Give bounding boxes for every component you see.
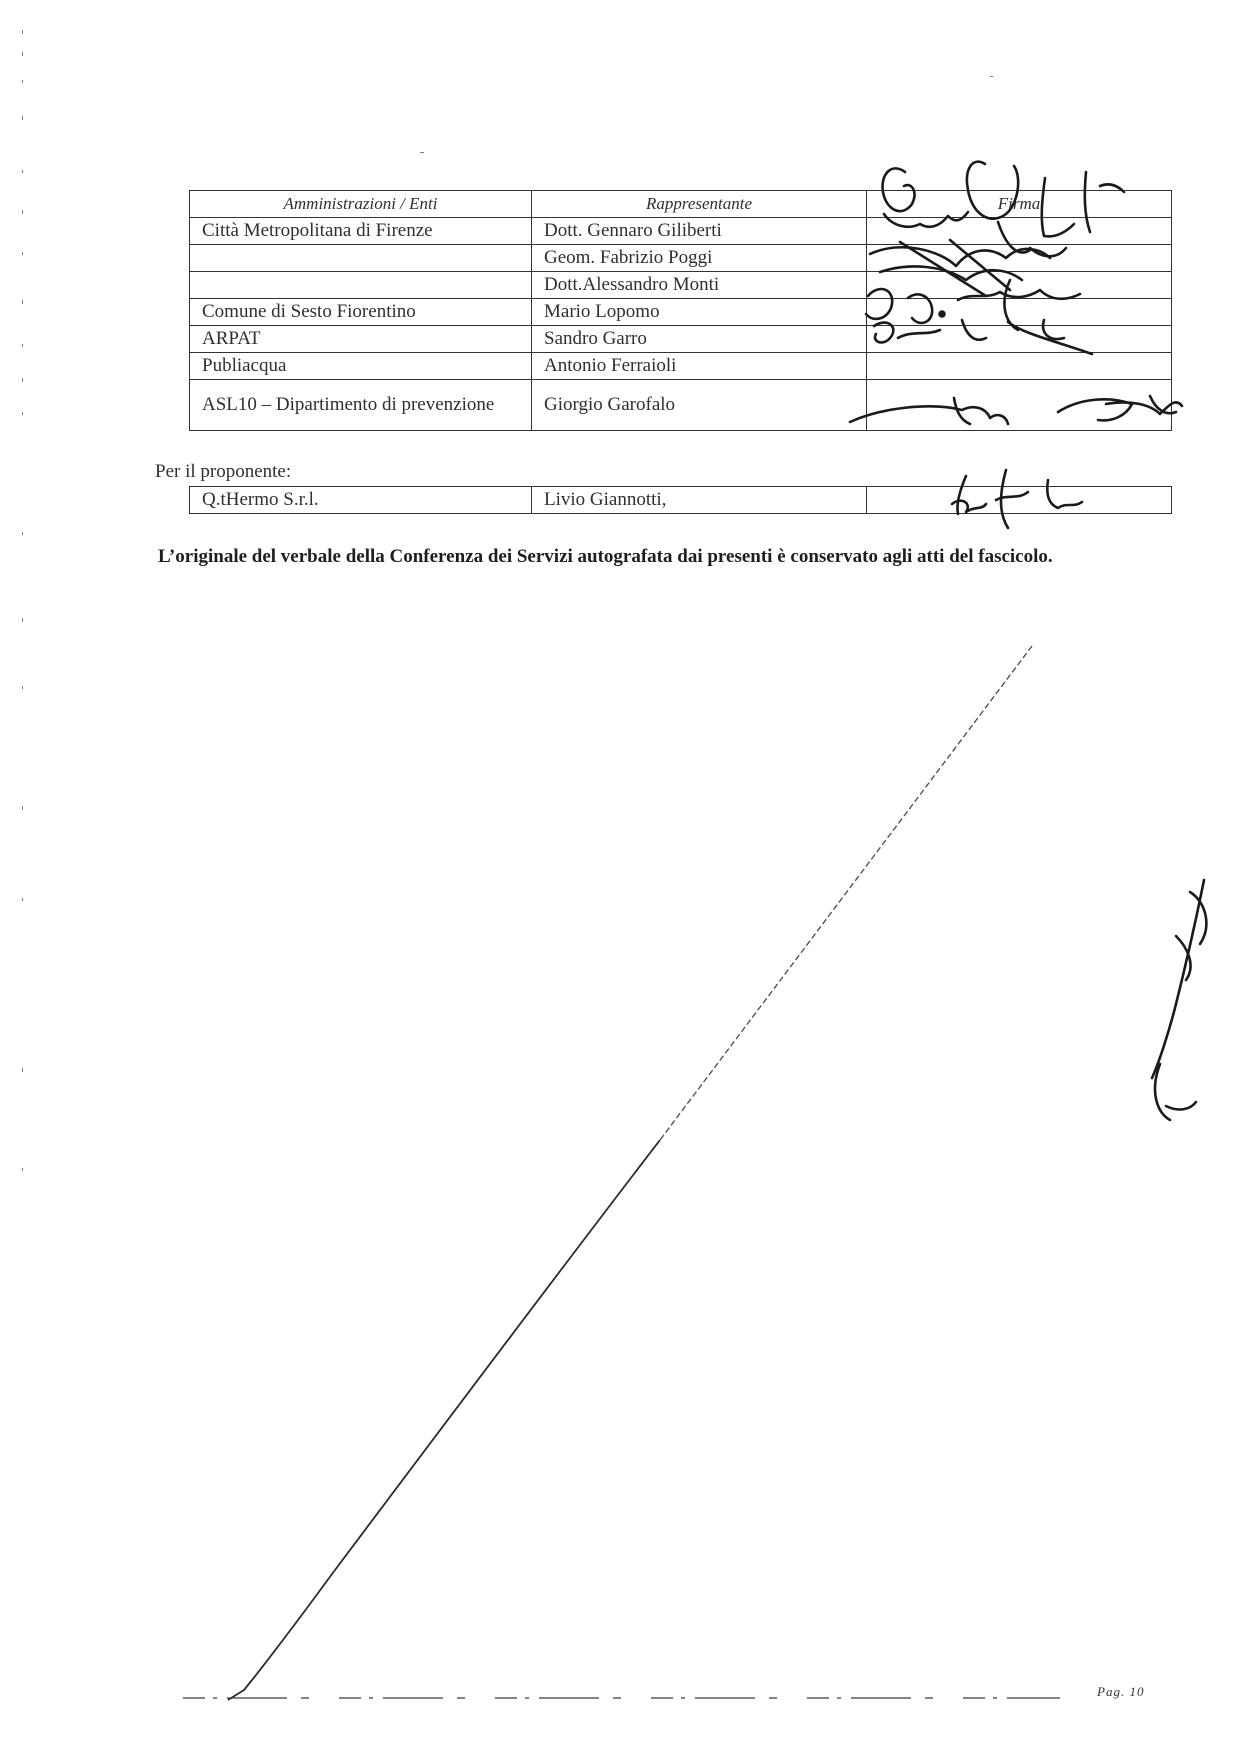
rappresentante-cell: Sandro Garro (532, 326, 867, 353)
rappresentante-cell: Mario Lopomo (532, 299, 867, 326)
table-row (190, 353, 1172, 380)
ente-cell: Comune di Sesto Fiorentino (190, 299, 532, 326)
firma-cell (867, 353, 1172, 380)
firma-cell (867, 272, 1172, 299)
closing-note: L’originale del verbale della Conferenza dei Servizi autografata dai presenti è conservato agli atti del fascicolo. (158, 546, 1053, 567)
rappresentante-cell: Geom. Fabrizio Poggi (532, 245, 867, 272)
firma-cell (867, 299, 1172, 326)
page-number: Pag. 10 (1097, 1684, 1145, 1699)
table-row (190, 245, 1172, 272)
table-row (190, 487, 1172, 514)
table-row (190, 380, 1172, 431)
cancellation-line (228, 646, 1032, 1700)
ente-cell (190, 245, 532, 272)
header-amministrazioni: Amministrazioni / Enti (190, 191, 532, 218)
table-header-row (190, 191, 1172, 218)
ente-cell: ASL10 – Dipartimento di prevenzione (190, 380, 532, 431)
table-row (190, 299, 1172, 326)
proponent-company: Q.tHermo S.r.l. (190, 487, 532, 514)
firma-cell (867, 487, 1172, 514)
firma-cell (867, 218, 1172, 245)
attendance-table (189, 190, 1172, 431)
proponent-label: Per il proponente: (155, 461, 292, 482)
proponent-table (189, 486, 1172, 514)
margin-initials (1152, 880, 1206, 1120)
header-rappresentante: Rappresentante (532, 191, 867, 218)
firma-cell (867, 326, 1172, 353)
proponent-representative: Livio Giannotti, (532, 487, 867, 514)
ente-cell: Publiacqua (190, 353, 532, 380)
firma-cell (867, 380, 1172, 431)
header-firma: Firma (867, 191, 1172, 218)
firma-cell (867, 245, 1172, 272)
rappresentante-cell: Dott.Alessandro Monti (532, 272, 867, 299)
ente-cell: ARPAT (190, 326, 532, 353)
ente-cell: Città Metropolitana di Firenze (190, 218, 532, 245)
rappresentante-cell: Dott. Gennaro Giliberti (532, 218, 867, 245)
table-row (190, 218, 1172, 245)
table-row (190, 272, 1172, 299)
rappresentante-cell: Antonio Ferraioli (532, 353, 867, 380)
ente-cell (190, 272, 532, 299)
table-row (190, 326, 1172, 353)
rappresentante-cell: Giorgio Garofalo (532, 380, 867, 431)
